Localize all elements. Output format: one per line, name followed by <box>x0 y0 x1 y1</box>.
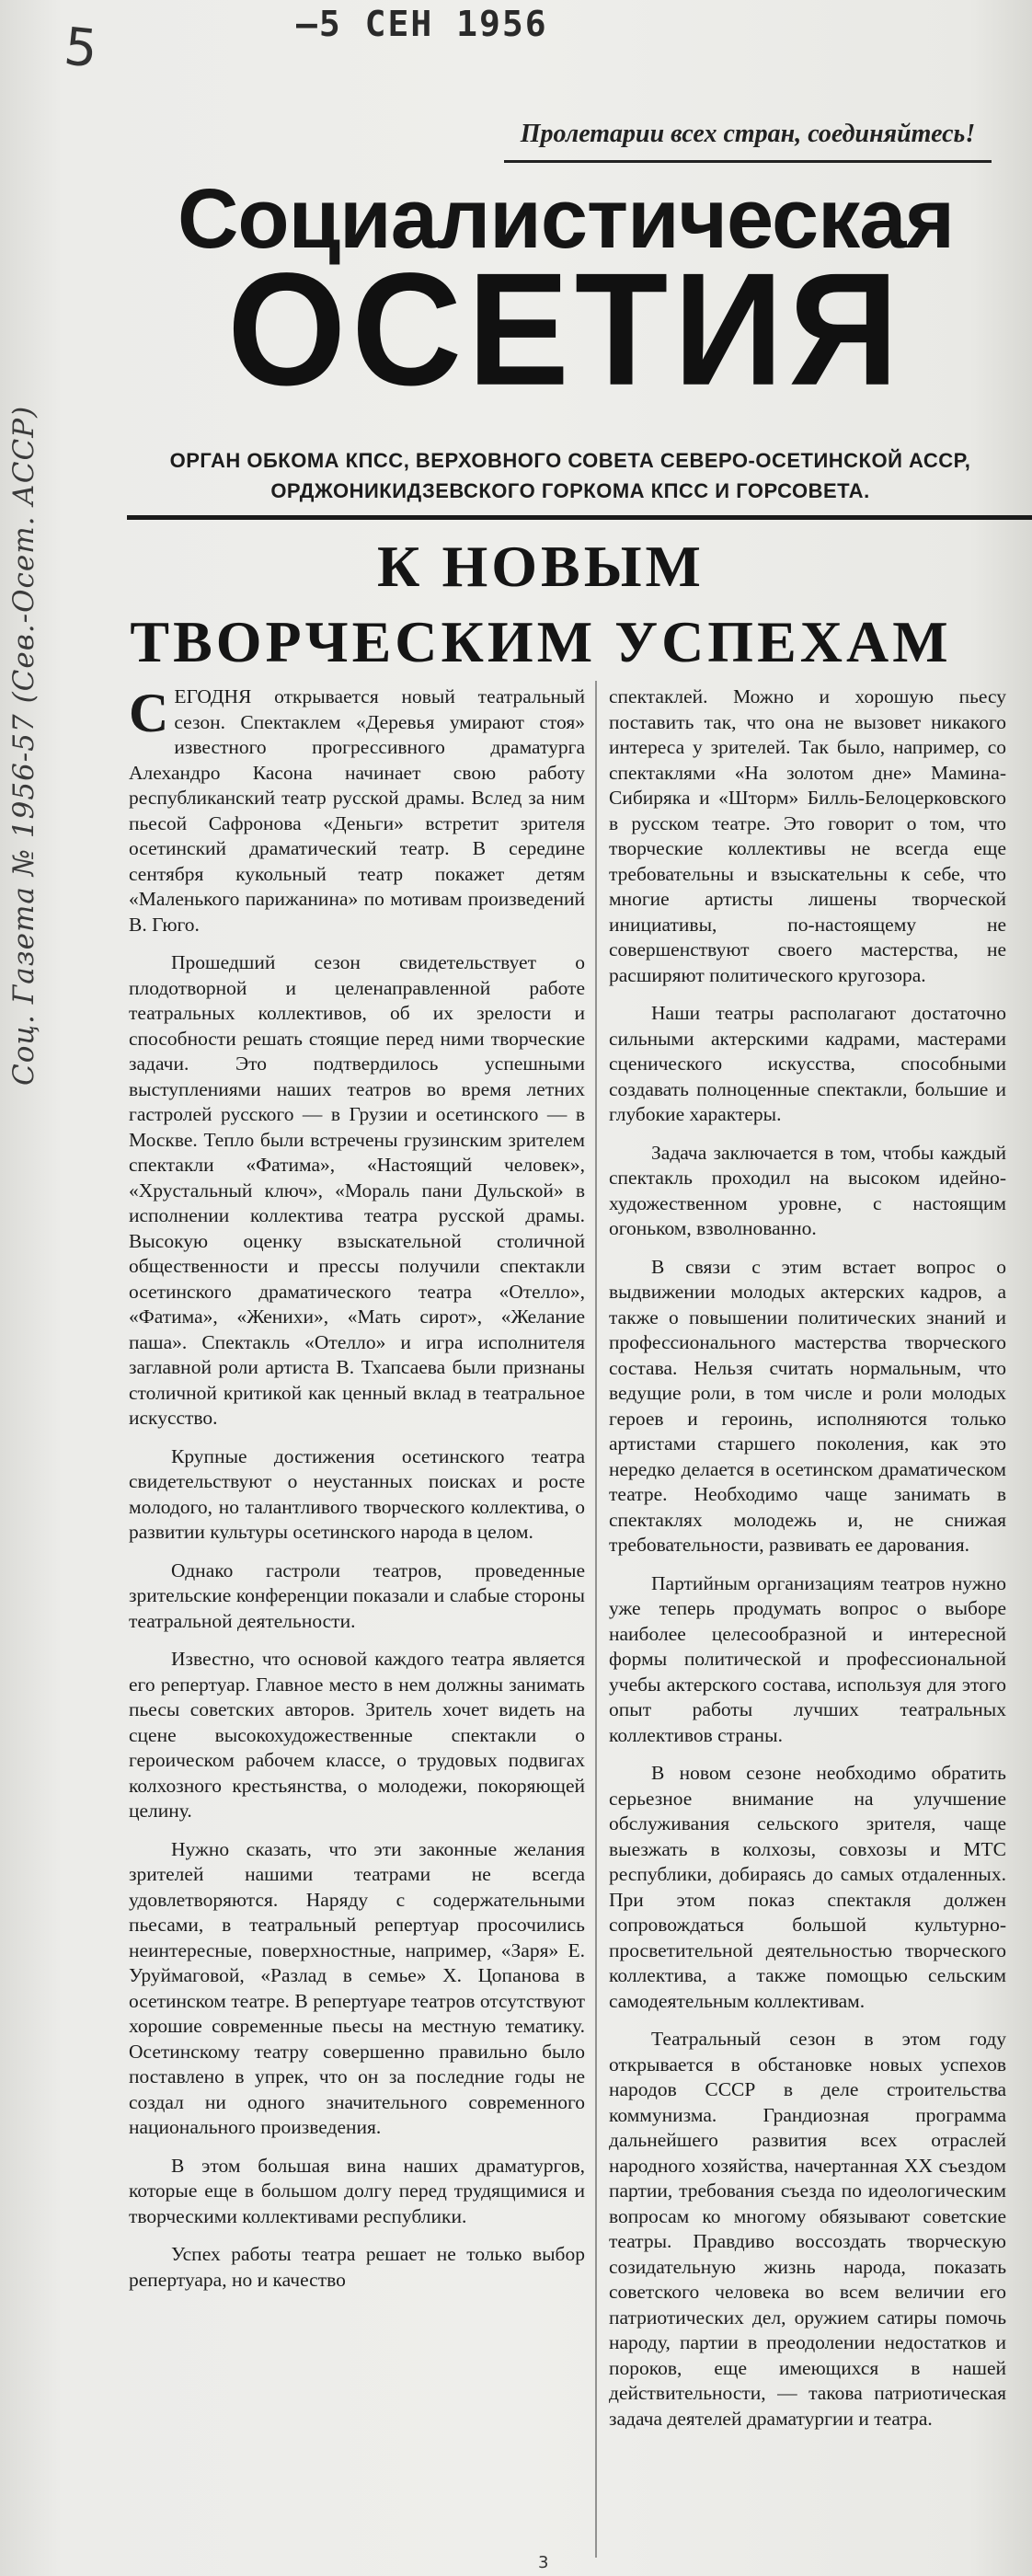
motto-underline <box>504 160 992 163</box>
article-paragraph: Прошедший сезон свидетельствует о плодотворной и целенаправленной работе театральных коллективов, об их зрелости и способности решать стоящие перед ними творческие задачи. Это подтвердилось успешными выступлениями наших театров во время летних гастролей русского — в Грузии и осетинского — в Москве. Тепло были встречены грузинским зрителем спектакли «Фатима», «Настоящий человек», «Хрустальный ключ», «Мораль пани Дульской» в исполнении коллектива театра русской драмы. Высокую оценку взыскательной столичной общественности и прессы получили спектакли осетинского драматического театра «Отелло», «Фатима», «Женихи», «Мать сирот», «Желание паша». Спектакль «Отелло» и игра исполнителя заглавной роли артиста В. Тхапсаева были признаны столичной критикой как ценный вклад в театральное искусство. <box>129 951 585 1429</box>
headline-line1: К НОВЫМ <box>377 534 705 599</box>
masthead-title-line2: ОСЕТИЯ <box>227 240 904 420</box>
article-paragraph: В новом сезоне необходимо обратить серьезное внимание на улучшение обслуживания сельского зрителя, чаще выезжать в колхозы, совхозы и МТС республики, добираясь до самых отдаленных. При этом показ спектакля должен сопровождаться большой культурно-просветительной деятельностью творческого коллектива, а также помощью сельским самодеятельным коллективам. <box>609 1762 1006 2012</box>
masthead-title-line1: Социалистическая <box>177 172 955 266</box>
drop-cap: С <box>129 683 169 743</box>
handwritten-archive-note: Соц. Газета № 1956-57 (Сев.-Осет. АССР) <box>7 405 40 1086</box>
masthead-motto: Пролетарии всех стран, соединяйтесь! <box>520 120 976 148</box>
masthead-organ: ОРГАН ОБКОМА КПСС, ВЕРХОВНОГО СОВЕТА СЕВЕРО-ОСЕТИНСКОЙ АССР, ОРДЖОНИКИДЗЕВСКОГО ГОРКОМА КПСС И ГОРСОВЕТА. <box>169 449 971 502</box>
article-paragraph: Известно, что основой каждого театра является его репертуар. Главное место в нем должны занимать пьесы советских авторов. Зритель хочет видеть на сцене высокохудожественные спектакли о героическом рабочем классе, о трудовых подвигах колхозного крестьянства, о молодежи, покоряющей целину. <box>129 1648 585 1822</box>
date-stamp: —5 СЕН 1956 <box>296 4 548 44</box>
article-paragraph: В связи с этим встает вопрос о выдвижении молодых актерских кадров, а также о повышении политических знаний и профессионального мастерства творческого состава. Нельзя считать нормальным, что ведущие роли, в том числе и роли молодых героев и героинь, исполняются только артистами старшего поколения, как это нередко делается в осетинском драматическом театре. Необходимо чаще занимать в спектаклях молодежь и, не снижая требовательности, развивать ее дарования. <box>609 1255 1006 1556</box>
article-paragraph: Партийным организациям театров нужно уже теперь продумать вопрос о выборе наиболее целесообразной и интересной формы политической и профессиональной учебы актерского состава, используя для этого опыт работы лучших театральных коллективов страны. <box>609 1571 1006 1746</box>
article-paragraph: Нужно сказать, что эти законные желания зрителей нашими театрами не всегда удовлетворяются. Наряду с содержательными пьесами, в театральный репертуар просочились неинтересные, поверхностные, например, «Заря» Е. Уруймаговой, «Разлад в семье» Х. Цопанова в осетинском театре. В репертуаре театров отсутствуют хорошие современные пьесы на местную тематику. Осетинскому театру совершенно правильно было поставлено в упрек, что он за последние годы не создал ни одного значительного современного национального произведения. <box>129 1837 585 2138</box>
masthead-rule <box>127 515 1032 520</box>
handwritten-page-number: 5 <box>61 17 100 80</box>
folio-mark: 3 <box>538 2553 549 2572</box>
headline-line2: ТВОРЧЕСКИМ УСПЕХАМ <box>130 609 952 674</box>
article-column-right <box>609 684 1006 2444</box>
article-paragraph: Успех работы театра решает не только выбор репертуара, но и качество <box>129 2243 585 2291</box>
article-paragraph: Наши театры располагают достаточно сильными актерскими кадрами, мастерами сценического искусства, способными создавать полноценные спектакли, большие и глубокие характеры. <box>609 1002 1006 1125</box>
column-divider <box>595 681 597 2558</box>
article-column-left <box>129 684 585 2306</box>
article-paragraph: В этом большая вина наших драматургов, которые еще в большом долгу перед трудящимися и творческими коллективами республики. <box>129 2154 585 2227</box>
article-paragraph: Задача заключается в том, чтобы каждый спектакль проходил на высоком идейно-художественном уровне, с настоящим огоньком, взволнованно. <box>609 1141 1006 1239</box>
article-paragraph: Однако гастроли театров, проведенные зрительские конференции показали и слабые стороны театральной деятельности. <box>129 1558 585 1632</box>
article-paragraph: Крупные достижения осетинского театра свидетельствуют о неустанных поисках и росте молодого, но талантливого творческого коллектива, о развитии культуры осетинского народа в целом. <box>129 1444 585 1543</box>
article-paragraph: СЕГОДНЯ открывается новый театральный сезон. Спектаклем «Деревья умирают стоя» известного прогрессивного драматурга Алехандро Касона начинает свою работу республиканский театр русской драмы. Вслед за ним пьесой Сафронова «Деньги» встретит зрителя осетинский драматический театр. В середине сентября кукольный театр покажет детям «Маленького парижанина» по мотивам произведений В. Гюго. <box>129 683 585 936</box>
article-paragraph: спектаклей. Можно и хорошую пьесу поставить так, что она не вызовет никакого интереса у зрителей. Так было, например, со спектаклями «На золотом дне» Мамина-Сибиряка и «Шторм» Билль-Белоцерковского в русском театре. Это говорит о том, что творческие коллективы не всегда еще требовательны и взыскательны к себе, что многие артисты лишены творческой инициативы, по-настоящему не совершенствуют своего мастерства, не расширяют политического кругозора. <box>609 685 1006 986</box>
article-paragraph: Театральный сезон в этом году открывается в обстановке новых успехов народов СССР в деле строительства коммунизма. Грандиозная программа дальнейшего развития всех отраслей народного хозяйства, начертанная XX съездом партии, требования съезда по идеологическим вопросам ко многому обязывают советские театры. Правдиво воссоздать творческую созидательную жизнь народа, показать советского человека во всем величии его патриотических дел, оружием сатиры помочь народу, партии в преодолении недостатков и пороков, еще имеющихся в нашей действительности, — такова патриотическая задача деятелей драматургии и театра. <box>609 2028 1006 2430</box>
article-headline <box>127 529 955 680</box>
